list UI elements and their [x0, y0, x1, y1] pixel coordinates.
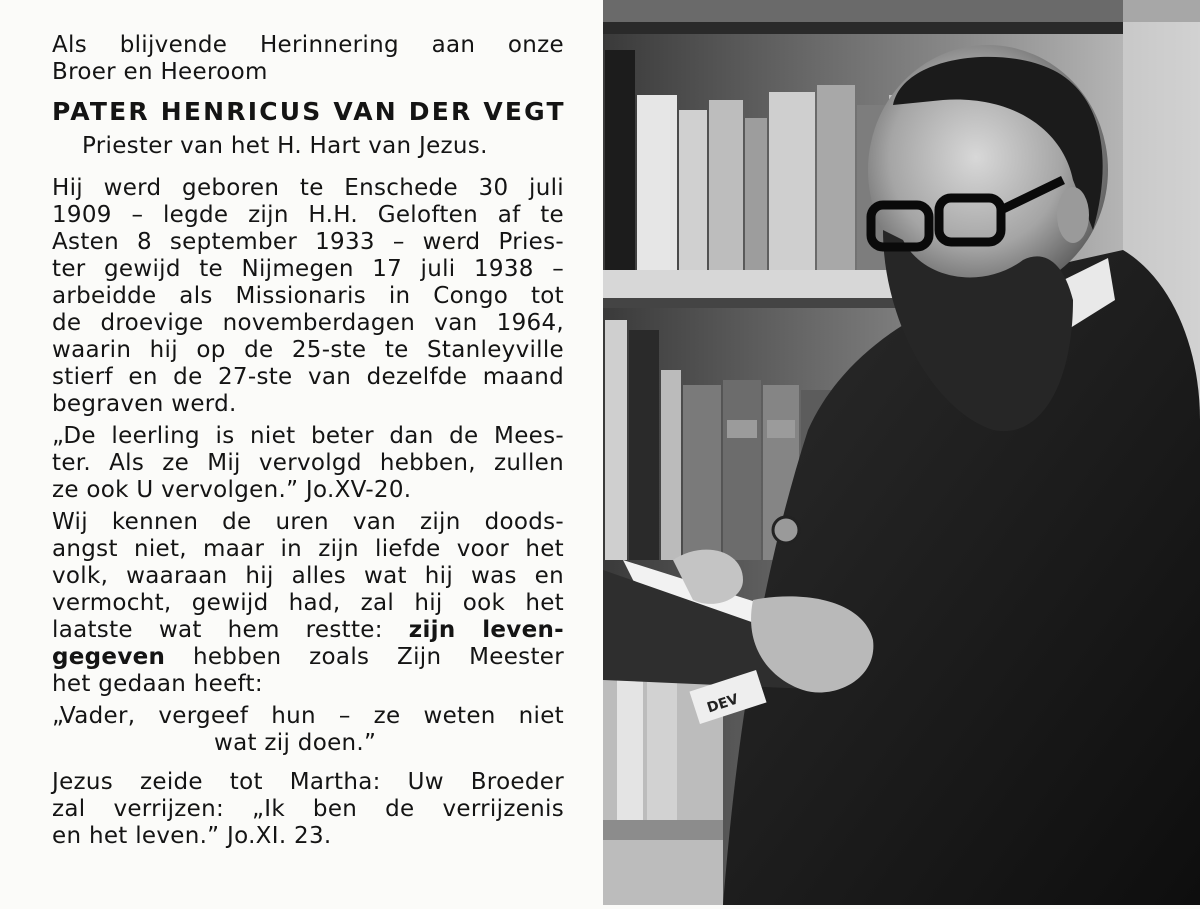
closing-line: zal verrijzen: „Ik ben de verrijzenis — [52, 796, 564, 822]
reflection-paragraph — [52, 509, 564, 698]
bio-line: waarin hij op de 25-ste te Stanleyville — [52, 337, 564, 363]
quote-line: ze ook U vervolgen.” Jo.XV-20. — [52, 477, 412, 503]
reflection-line: angst niet, maar in zijn liefde voor het — [52, 536, 564, 562]
biography — [52, 175, 564, 418]
coat-button — [773, 517, 799, 543]
reflection-text: hebben zoals Zijn Meester — [165, 644, 564, 670]
bio-line: Hij werd geboren te Enschede 30 juli — [52, 175, 564, 201]
bio-line: ter gewijd te Nijmegen 17 juli 1938 – — [52, 256, 564, 282]
quote-line: wat zij doen.” — [214, 730, 377, 756]
text-column — [52, 32, 564, 850]
emphasis-text: gegeven — [52, 644, 166, 670]
scripture-quote-2 — [52, 703, 564, 757]
priest-reading-photo — [603, 0, 1200, 905]
intro-line-2: Broer en Heeroom — [52, 59, 268, 85]
bio-line: de droevige novemberdagen van 1964, — [52, 310, 564, 336]
scripture-quote-1 — [52, 423, 564, 504]
portrait-photo — [603, 0, 1200, 905]
closing-paragraph — [52, 769, 564, 850]
closing-line: en het leven.” Jo.XI. 23. — [52, 823, 332, 849]
intro-line-1: Als blijvende Herinnering aan onze — [52, 32, 564, 58]
emphasis-text: zijn leven- — [408, 617, 564, 643]
quote-line: ter. Als ze Mij vervolgd hebben, zullen — [52, 450, 564, 476]
reflection-line — [52, 644, 564, 671]
bio-line: stierf en de 27-ste van dezelfde maand — [52, 364, 564, 390]
bio-line: begraven werd. — [52, 391, 237, 417]
reflection-text: laatste wat hem restte: — [52, 617, 409, 643]
bio-line: 1909 – legde zijn H.H. Geloften af te — [52, 202, 564, 228]
quote-line: „Vader, vergeef hun – ze weten niet — [52, 703, 564, 729]
deceased-name: PATER HENRICUS VAN DER VEGT — [52, 97, 566, 126]
reflection-line: vermocht, gewijd had, zal hij ook het — [52, 590, 564, 616]
reflection-line: Wij kennen de uren van zijn doods- — [52, 509, 564, 535]
book-tag-text: DEV — [705, 691, 741, 717]
bio-line: Asten 8 september 1933 – werd Pries- — [52, 229, 564, 255]
reflection-line: volk, waaraan hij alles wat hij was en — [52, 563, 564, 589]
quote-line: „De leerling is niet beter dan de Mees- — [52, 423, 564, 449]
reflection-line: het gedaan heeft: — [52, 671, 263, 697]
bio-line: arbeidde als Missionaris in Congo tot — [52, 283, 564, 309]
closing-line: Jezus zeide tot Martha: Uw Broeder — [52, 769, 564, 795]
reflection-line — [52, 617, 564, 644]
subtitle: Priester van het H. Hart van Jezus. — [82, 133, 488, 159]
